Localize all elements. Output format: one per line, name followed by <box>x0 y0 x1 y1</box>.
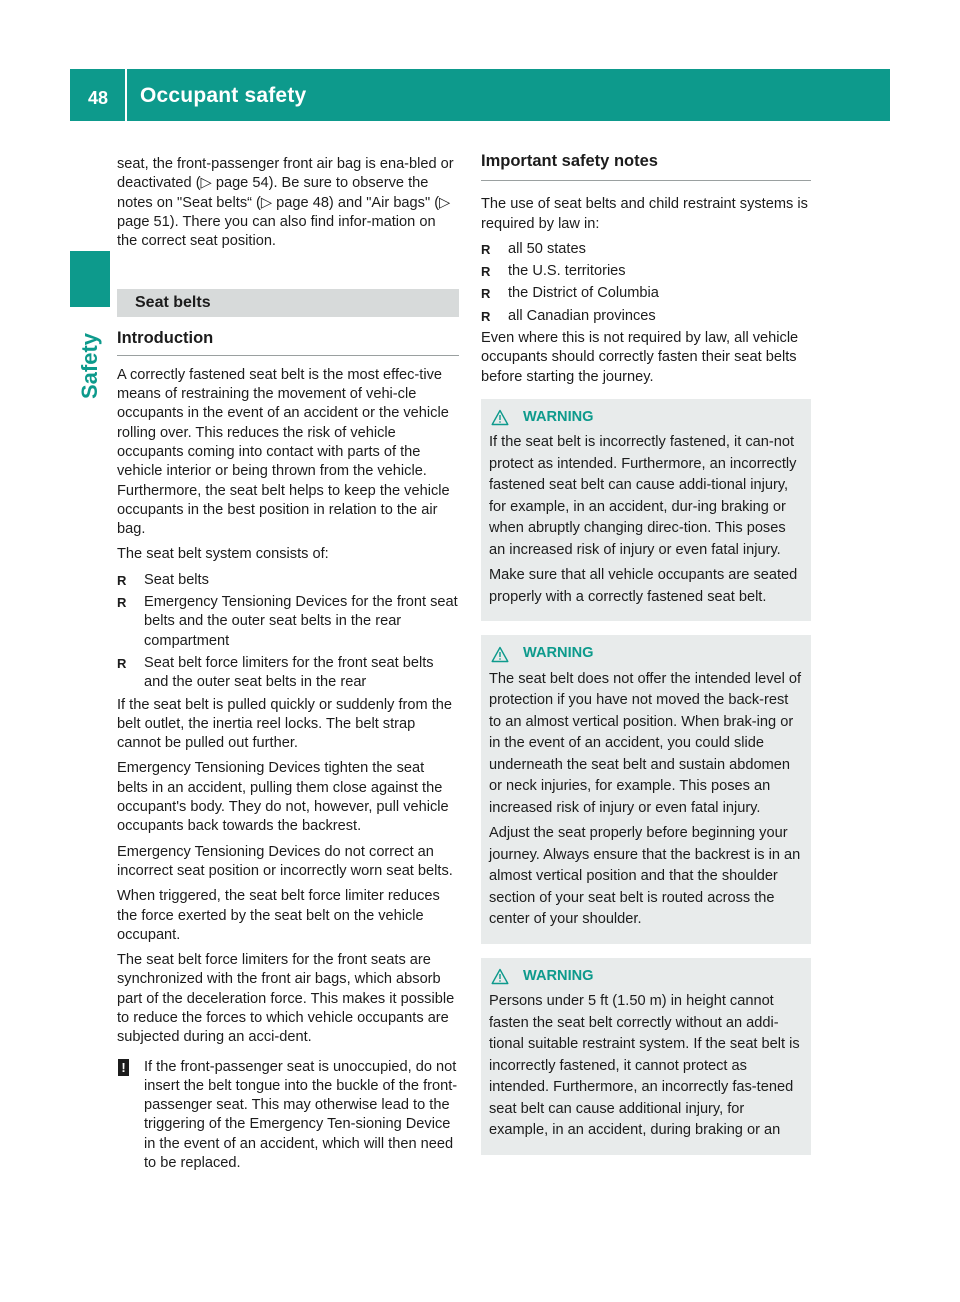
bullet-list <box>481 240 811 326</box>
warning-triangle-icon <box>491 968 509 985</box>
warning-text: If the seat belt is incorrectly fastened, it can-not protect as intended. Furthermore, an incorrectly fastened seat belt can cause addi-tional injury, for example, in an accident, dur-ing braking or when abruptly changing direc-tion. This poses an increased risk of injury or even fatal injury. <box>489 434 797 558</box>
paragraph: The seat belt system consists of: <box>117 546 329 563</box>
bullet-icon: R <box>481 308 491 324</box>
warning-header <box>489 643 802 665</box>
page-title: Occupant safety <box>140 84 307 107</box>
paragraph: If the seat belt is pulled quickly or suddenly from the belt outlet, the inertia reel locks. The belt strap cannot be pulled out further. <box>117 696 453 752</box>
header-divider <box>125 69 127 121</box>
list-item-text: Seat belts <box>144 571 209 588</box>
list-item <box>117 571 459 590</box>
paragraph: A correctly fastened seat belt is the most effec-tive means of restraining the movement of vehi-cle occupants in the event of an accident or the vehicle rolling over. This reduces the risk of vehicle occupants coming into contact with parts of the vehicle interior or being thrown from the vehicle. Furthermore, the seat belt helps to keep the vehicle occupants in the best position in relation to the air bag. <box>117 366 450 538</box>
warning-title: WARNING <box>523 408 594 425</box>
section-title: Seat belts <box>117 289 459 317</box>
warning-box <box>481 958 811 1155</box>
list-item-text: the District of Columbia <box>508 285 659 302</box>
paragraph: The seat belt force limiters for the front seats are synchronized with the front air bags, which absorb part of the deceleration force. This makes it possible to reduce the forces to which vehicle occupants are subjected during an acci-dent. <box>117 952 455 1046</box>
list-item <box>117 593 459 651</box>
bullet-icon: R <box>481 286 491 302</box>
page-number: 48 <box>87 88 109 108</box>
list-item <box>481 262 811 281</box>
list-item-text: all 50 states <box>508 240 586 257</box>
paragraph: Emergency Tensioning Devices tighten the seat belts in an accident, pulling them close against the occupant's body. They do not, however, pull vehicle occupants back towards the backrest. <box>117 760 449 835</box>
bullet-icon: R <box>481 264 491 280</box>
list-item <box>117 654 459 693</box>
warning-box <box>481 399 811 622</box>
warning-header <box>489 966 802 988</box>
bullet-icon: R <box>117 655 127 671</box>
warning-text: Adjust the seat properly before beginning your journey. Always ensure that the backrest is in an almost vertical position and that the shoulder section of your seat belt is routed across the center of your shoulder. <box>489 825 801 928</box>
warning-box <box>481 635 811 944</box>
paragraph: Emergency Tensioning Devices do not correct an incorrect seat position or incorrectly worn seat belts. <box>117 843 453 879</box>
note-text: If the front-passenger seat is unoccupied, do not insert the belt tongue into the buckle of the front-passenger seat. This may otherwise lead to the triggering of the Emergency Ten-sioning Device in the event of an accident, which will then need to be replaced. <box>144 1058 458 1172</box>
warning-text: Persons under 5 ft (1.50 m) in height cannot fasten the seat belt correctly without an addi-tional suitable restraint system. If the seat belt is incorrectly fastened, it cannot protect as intended. Furthermore, an incorrectly fas-tened seat belt can cause additional injury, for example, in an accident, during braking or an <box>489 993 800 1139</box>
warning-text: The seat belt does not offer the intended level of protection if you have not moved the back-rest to an almost vertical position. When brak-ing or in the event of an accident, you could slide underneath the seat belt and sustain abdomen or neck injuries, for example. This poses an increased risk of injury or even fatal injury. <box>489 670 802 816</box>
warning-triangle-icon <box>491 409 509 426</box>
subheading-introduction: Introduction <box>117 317 459 355</box>
note-block <box>117 1058 459 1174</box>
bullet-list <box>117 571 459 693</box>
bullet-icon: R <box>117 595 127 611</box>
bullet-icon: R <box>481 241 491 257</box>
list-item <box>481 284 811 303</box>
warning-text: Make sure that all vehicle occupants are seated properly with a correctly fastened seat belt. <box>489 567 798 605</box>
list-item-text: Emergency Tensioning Devices for the front seat belts and the outer seat belts in the rear compartment <box>144 594 458 649</box>
side-label: Safety <box>77 332 102 399</box>
list-item <box>481 307 811 326</box>
list-item-text: all Canadian provinces <box>508 307 656 324</box>
paragraph: When triggered, the seat belt force limiter reduces the force exerted by the seat belt on the vehicle occupant. <box>117 888 440 943</box>
warning-header <box>489 407 802 429</box>
heading-important-safety-notes: Important safety notes <box>481 152 811 181</box>
warning-triangle-icon <box>491 646 509 663</box>
paragraph: The use of seat belts and child restraint systems is required by law in: <box>481 196 808 232</box>
paragraph: Even where this is not required by law, all vehicle occupants should correctly fasten their seat belts before starting the journey. <box>481 330 799 385</box>
left-column <box>117 155 459 1173</box>
exclamation-icon: ! <box>118 1059 129 1076</box>
warning-title: WARNING <box>523 967 594 984</box>
side-tab <box>70 251 110 307</box>
right-column <box>481 152 811 1155</box>
list-item <box>481 240 811 259</box>
list-item-text: the U.S. territories <box>508 263 626 280</box>
bullet-icon: R <box>117 572 127 588</box>
intro-paragraph: seat, the front-passenger front air bag is ena-bled or deactivated (▷ page 54). Be sure to observe the notes on "Seat belts“ (▷ page 48) and "Air bags" (▷ page 51). There you can also find infor-mation on the correct seat position. <box>117 156 454 250</box>
list-item-text: Seat belt force limiters for the front seat belts and the outer seat belts in the rear <box>144 654 434 691</box>
warning-title: WARNING <box>523 645 594 662</box>
